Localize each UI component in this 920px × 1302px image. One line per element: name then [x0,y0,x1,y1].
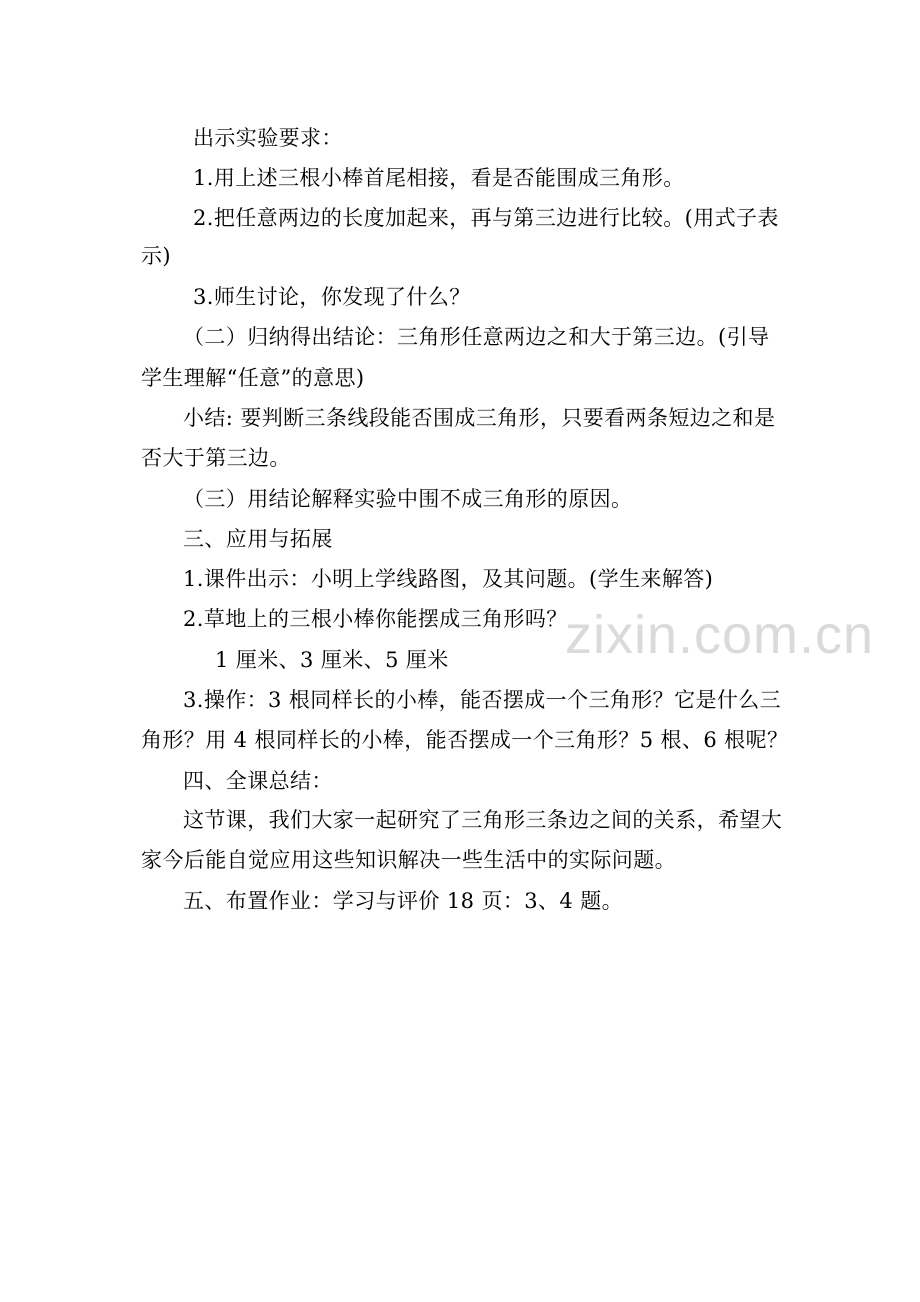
text-line-2: 1.用上述三根小棒首尾相接，看是否能围成三角形。 [193,166,685,190]
text-line-12: 1.课件出示：小明上学线路图，及其问题。(学生来解答) [183,567,714,591]
text-line-1: 出示实验要求： [193,126,343,150]
text-line-8: 小结: 要判断三条线段能否围成三角形，只要看两条短边之和是 [183,406,776,430]
text-line-17: 四、全课总结： [183,769,333,793]
text-line-7: 学生理解“任意”的意思) [141,366,365,390]
text-line-19: 家今后能自觉应用这些知识解决一些生活中的实际问题。 [141,848,676,872]
text-line-14: 1 厘米、3 厘米、5 厘米 [215,648,449,672]
text-line-16: 角形？用 4 根同样长的小棒，能否摆成一个三角形？5 根、6 根呢？ [141,728,789,752]
text-line-18: 这节课，我们大家一起研究了三角形三条边之间的关系，希望大 [183,808,783,832]
text-line-3: 2.把任意两边的长度加起来，再与第三边进行比较。(用式子表 [193,206,779,230]
text-line-20: 五、布置作业：学习与评价 18 页：3、4 题。 [183,889,624,913]
text-line-10: （三）用结论解释实验中围不成三角形的原因。 [183,487,633,511]
text-line-9: 否大于第三边。 [141,446,291,470]
text-line-11: 三、应用与拓展 [183,527,333,551]
text-line-6: （二）归纳得出结论：三角形任意两边之和大于第三边。(引导 [183,325,770,349]
text-line-4: 示) [141,244,171,268]
text-line-13: 2.草地上的三根小棒你能摆成三角形吗？ [183,607,568,631]
text-line-15: 3.操作：3 根同样长的小棒，能否摆成一个三角形？它是什么三 [183,688,782,712]
text-line-5: 3.师生讨论，你发现了什么？ [193,285,471,309]
watermark: zixin.com.cn [565,605,875,665]
